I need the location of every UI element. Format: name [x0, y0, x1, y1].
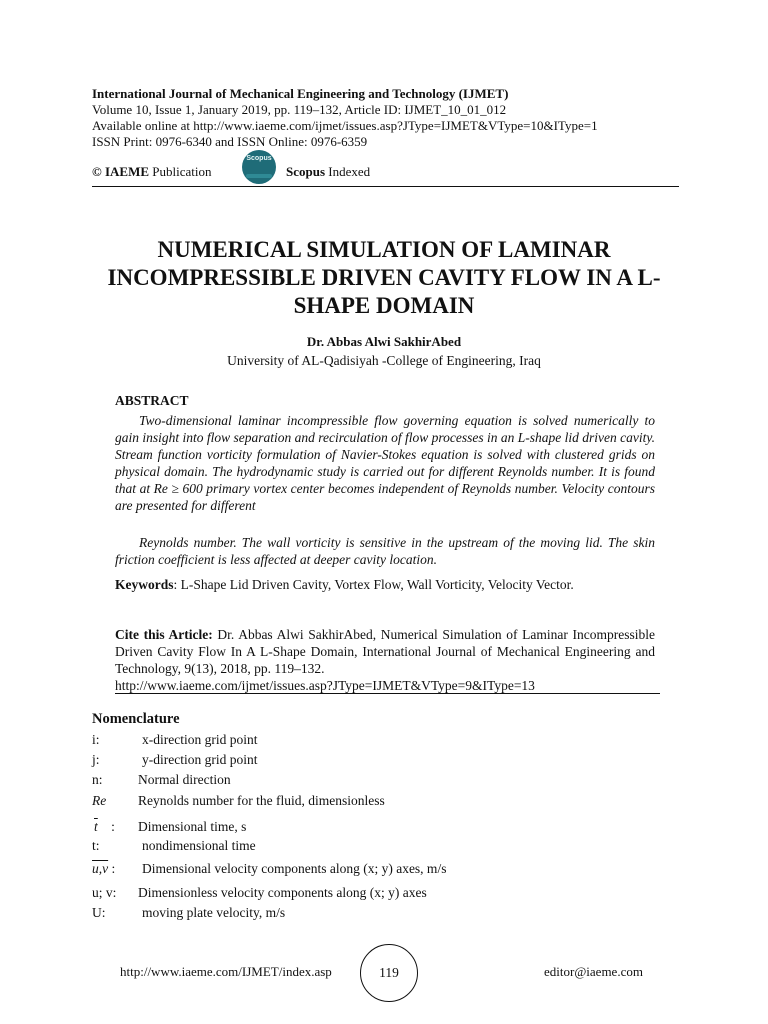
nomenclature-item — [92, 837, 692, 855]
author-affiliation: University of AL-Qadisiyah -College of Engineering, Iraq — [227, 353, 541, 368]
abstract-paragraph-2: Reynolds number. The wall vorticity is sensitive in the upstream of the moving lid. The skin friction coefficient is less affected at deeper cavity location. — [115, 535, 655, 567]
nomenclature-item — [92, 884, 692, 902]
nomenclature-symbol: n: — [92, 772, 103, 787]
publisher-row — [92, 155, 692, 184]
nomenclature-definition: x-direction grid point — [142, 732, 258, 747]
author-name: Dr. Abbas Alwi SakhirAbed — [306, 334, 462, 349]
nomenclature-symbol: i: — [92, 732, 100, 747]
scopus-name: Scopus — [286, 164, 326, 179]
nomenclature-symbol — [92, 860, 115, 878]
scopus-logo-text: Scopus — [246, 155, 272, 162]
copyright-symbol: © — [92, 164, 102, 179]
nomenclature-item — [92, 904, 692, 922]
nomenclature-symbol-suffix: : — [107, 819, 115, 834]
footer-email[interactable]: editor@iaeme.com — [544, 964, 643, 979]
nomenclature-item — [92, 731, 692, 749]
nomenclature-definition: moving plate velocity, m/s — [142, 905, 286, 920]
nomenclature-definition: Dimensionless velocity components along (x; y) axes — [138, 885, 427, 900]
abstract-heading: ABSTRACT — [115, 393, 189, 408]
scopus-indexed-label — [286, 164, 370, 180]
nomenclature-symbol-main: $\overline{t}$ — [94, 819, 98, 834]
indexed-word: Indexed — [328, 164, 371, 179]
keywords-text: : L-Shape Lid Driven Cavity, Vortex Flow, Wall Vorticity, Velocity Vector. — [173, 577, 574, 592]
nomenclature-symbol: Re — [92, 793, 107, 808]
nomenclature-symbol-suffix: : — [108, 861, 116, 876]
nomenclature-item — [92, 792, 692, 810]
nomenclature-definition: nondimensional time — [142, 838, 256, 853]
nomenclature-symbol: j: — [92, 752, 100, 767]
nomenclature-symbol: t: — [92, 838, 100, 853]
citation — [115, 626, 655, 694]
nomenclature-item — [92, 771, 692, 789]
publisher-name: IAEME — [104, 164, 150, 179]
issn-line: ISSN Print: 0976-6340 and ISSN Online: 0976-6359 — [92, 134, 368, 149]
scopus-logo-icon — [242, 150, 276, 184]
nomenclature-symbol — [92, 818, 115, 836]
abstract-paragraph-1: Two-dimensional laminar incompressible flow governing equation is solved numerically to gain insight into flow separation and recirculation of flow processes in an L-shape lid driven cavity. Stream function vorticity formulation of Navier-Stokes equation is solved with clustered grids on physical domain. The hydrodynamic study is carried out for different Reynolds number. It is found that at Re ≥ 600 primary vortex center becomes independent of Reynolds number. Velocity contours are presented for different — [115, 413, 655, 513]
footer-url[interactable]: http://www.iaeme.com/IJMET/index.asp — [120, 964, 332, 979]
nomenclature-heading: Nomenclature — [92, 711, 180, 727]
page-number: 119 — [360, 944, 418, 1002]
nomenclature-item — [92, 751, 692, 769]
nomenclature-definition: y-direction grid point — [142, 752, 258, 767]
citation-text: Dr. Abbas Alwi SakhirAbed, Numerical Simulation of Laminar Incompressible Driven Cavity Flow In A L-Shape Domain, International Journal of Mechanical Engineering and Technology, 9(13), 2018, pp. 119–132. — [115, 627, 656, 676]
availability-line: Available online at http://www.iaeme.com/ijmet/issues.asp?JType=IJMET&VType=10&IType=1 — [92, 118, 598, 133]
nomenclature-symbol: U: — [92, 905, 106, 920]
volume-line: Volume 10, Issue 1, January 2019, pp. 119–132, Article ID: IJMET_10_01_012 — [92, 102, 507, 117]
publisher-label — [92, 164, 212, 180]
nomenclature-definition: Reynolds number for the fluid, dimensionless — [138, 793, 385, 808]
publication-word: Publication — [152, 164, 212, 179]
citation-label: Cite this Article: — [115, 627, 213, 642]
nomenclature-symbol-main: u,v — [92, 861, 109, 876]
header-divider — [92, 186, 679, 187]
nomenclature-definition: Dimensional time, s — [138, 819, 247, 834]
nomenclature-definition: Normal direction — [138, 772, 231, 787]
nomenclature-definition: Dimensional velocity components along (x; y) axes, m/s — [142, 861, 447, 876]
nomenclature-item — [92, 860, 692, 878]
citation-url[interactable]: http://www.iaeme.com/ijmet/issues.asp?JType=IJMET&VType=9&IType=13 — [115, 678, 535, 693]
journal-title: International Journal of Mechanical Engineering and Technology (IJMET) — [92, 86, 509, 101]
paper-title: NUMERICAL SIMULATION OF LAMINAR INCOMPRESSIBLE DRIVEN CAVITY FLOW IN A L-SHAPE DOMAIN — [107, 237, 661, 318]
keywords-label: Keywords — [115, 577, 174, 592]
keywords — [115, 576, 655, 593]
nomenclature-symbol: u; v: — [92, 885, 117, 900]
citation-divider — [115, 693, 660, 694]
nomenclature-item — [92, 818, 692, 836]
